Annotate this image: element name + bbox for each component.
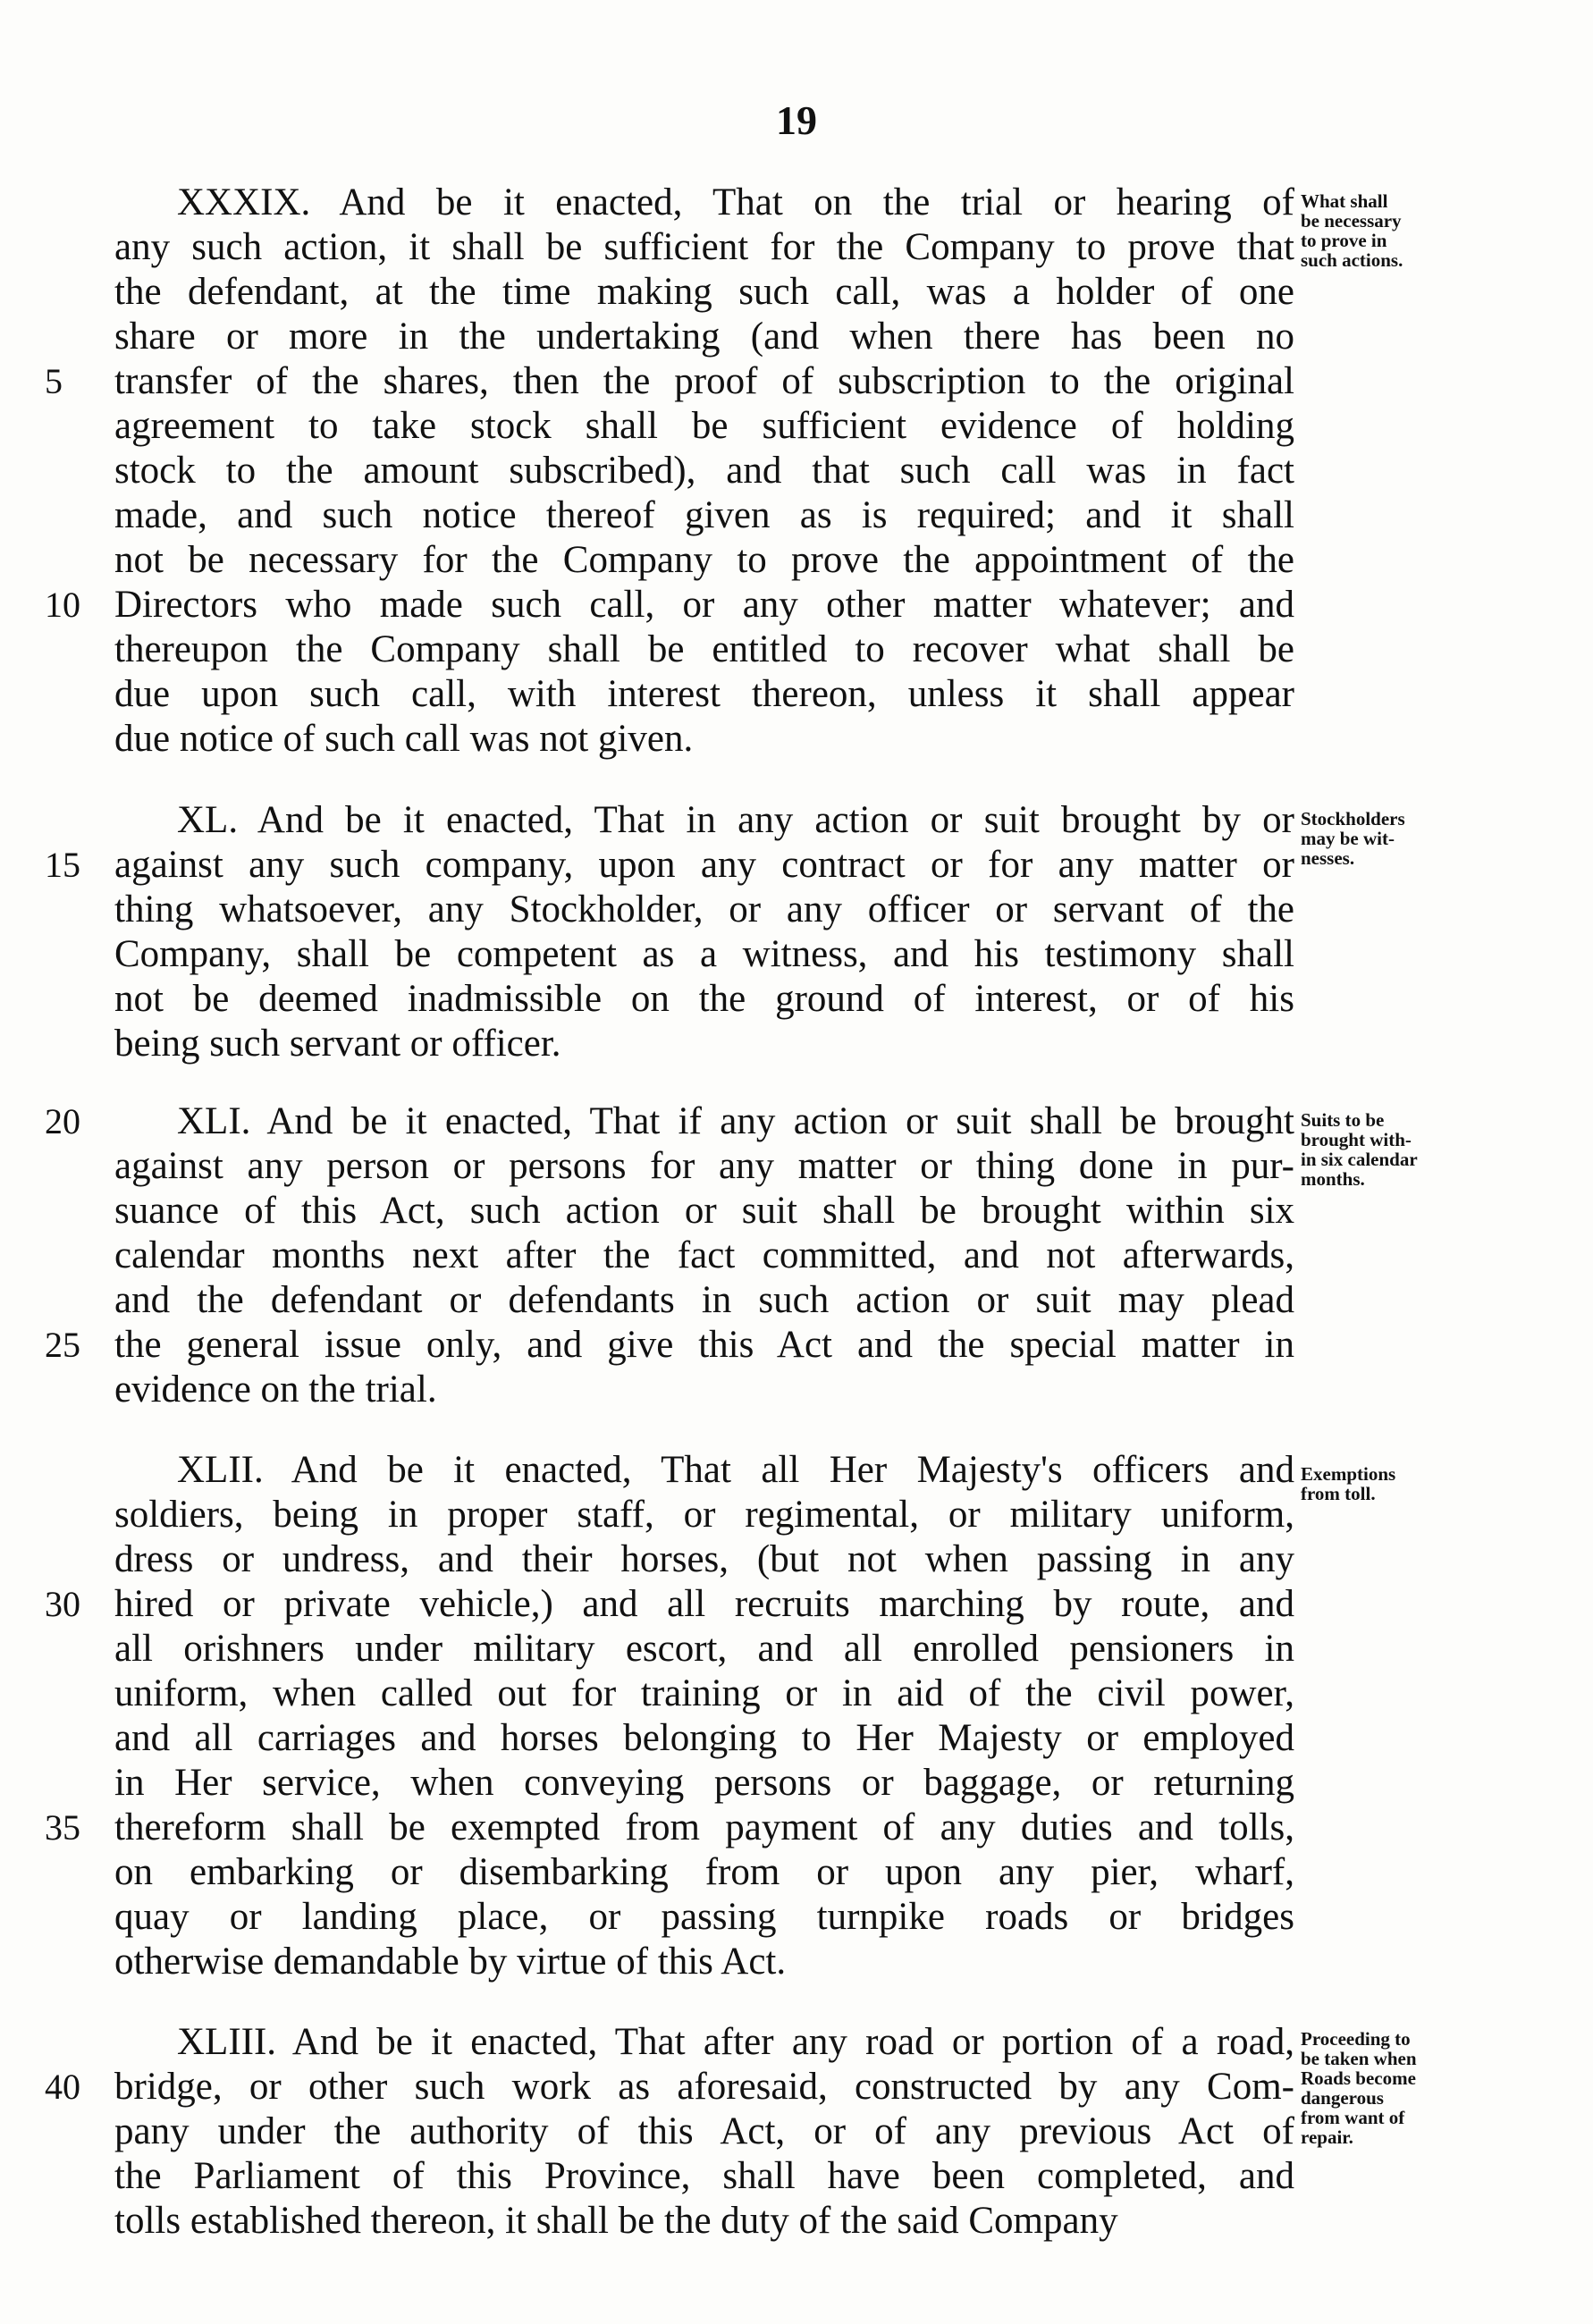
line-number: 15	[45, 845, 80, 885]
text-line: 35 thereform shall be exempted from payment of any duties and tolls,	[45, 1806, 1294, 1848]
text-line: dress or undress, and their horses, (but not when passing in any	[114, 1538, 1294, 1580]
text-line: due upon such call, with interest thereon, unless it shall appear	[114, 673, 1294, 715]
text-line: quay or landing place, or passing turnpike roads or bridges	[114, 1896, 1294, 1938]
text-line: uniform, when called out for training or in aid of the civil power,	[114, 1672, 1294, 1714]
text-line: 20 XLI. And be it enacted, That if any action or suit shall be brought	[45, 1100, 1294, 1142]
line-number: 20	[45, 1101, 80, 1141]
section-xliii	[45, 2020, 1294, 2244]
text-line: 30 hired or private vehicle,) and all recruits marching by route, and	[45, 1583, 1294, 1625]
section-xli	[45, 1099, 1294, 1412]
text-line: agreement to take stock shall be sufficient evidence of holding	[114, 405, 1294, 447]
text-line: 25 the general issue only, and give this Act and the special matter in	[45, 1324, 1294, 1366]
text-line: made, and such notice thereof given as is required; and it shall	[114, 494, 1294, 536]
line-number: 30	[45, 1584, 80, 1624]
text-line: stock to the amount subscribed), and that such call was in fact	[114, 450, 1294, 492]
text-line: and the defendant or defendants in such action or suit may plead	[114, 1279, 1294, 1321]
text-line: XL. And be it enacted, That in any action or suit brought by or	[177, 799, 1294, 841]
text-line: 10 Directors who made such call, or any other matter whatever; and	[45, 584, 1294, 626]
margin-note: Stockholders may be wit- nesses.	[1301, 808, 1405, 869]
text-line: share or more in the undertaking (and when there has been no	[114, 316, 1294, 358]
line-number: 10	[45, 585, 80, 625]
section-xxxix	[45, 181, 1294, 762]
text-line: the defendant, at the time making such call, was a holder of one	[114, 271, 1294, 313]
text-line: XXXIX. And be it enacted, That on the trial or hearing of	[177, 181, 1294, 223]
line-number: 35	[45, 1807, 80, 1848]
text-line: any such action, it shall be sufficient for the Company to prove that	[114, 226, 1294, 268]
margin-note: Exemptions from toll.	[1301, 1463, 1396, 1504]
margin-note: Proceeding to be taken when Roads become dangerous from want of repair.	[1301, 2028, 1417, 2148]
text-line: 5 transfer of the shares, then the proof of subscription to the original	[45, 360, 1294, 402]
text-line: 40 bridge, or other such work as aforesaid, constructed by any Com-	[45, 2066, 1294, 2108]
line-number: 25	[45, 1325, 80, 1365]
text-line: tolls established thereon, it shall be the duty of the said Company	[114, 2200, 1118, 2242]
text-line: XLIII. And be it enacted, That after any road or portion of a road,	[177, 2021, 1294, 2063]
text-line: XLII. And be it enacted, That all Her Majesty's officers and	[177, 1449, 1294, 1491]
text-line: otherwise demandable by virtue of this Act.	[114, 1941, 787, 1983]
section-xlii	[45, 1448, 1294, 1984]
line-number: 40	[45, 2067, 80, 2107]
text-line: being such servant or officer.	[114, 1023, 561, 1065]
text-line: due notice of such call was not given.	[114, 718, 694, 760]
text-line: not be necessary for the Company to prove the appointment of the	[114, 539, 1294, 581]
margin-note: What shall be necessary to prove in such actions.	[1301, 190, 1403, 271]
page-number: 19	[776, 97, 817, 143]
margin-note: Suits to be brought with- in six calendar months.	[1301, 1109, 1418, 1190]
text-line: 15 against any such company, upon any contract or for any matter or	[45, 844, 1294, 886]
text-line: thereupon the Company shall be entitled to recover what shall be	[114, 628, 1294, 670]
text-line: all orishners under military escort, and all enrolled pensioners in	[114, 1628, 1294, 1670]
text-line: not be deemed inadmissible on the ground of interest, or of his	[114, 978, 1294, 1020]
line-number: 5	[45, 361, 63, 401]
text-line: the Parliament of this Province, shall have been completed, and	[114, 2155, 1294, 2197]
text-line: suance of this Act, such action or suit shall be brought within six	[114, 1190, 1294, 1232]
text-line: pany under the authority of this Act, or of any previous Act of	[114, 2110, 1294, 2152]
text-line: on embarking or disembarking from or upon any pier, wharf,	[114, 1851, 1294, 1893]
text-line: Company, shall be competent as a witness, and his testimony shall	[114, 933, 1294, 975]
text-line: evidence on the trial.	[114, 1368, 437, 1410]
text-line: in Her service, when conveying persons or baggage, or returning	[114, 1762, 1294, 1804]
section-xl	[45, 798, 1294, 1066]
text-line: calendar months next after the fact committed, and not afterwards,	[114, 1234, 1294, 1276]
text-line: against any person or persons for any matter or thing done in pur-	[114, 1145, 1294, 1187]
text-line: and all carriages and horses belonging to Her Majesty or employed	[114, 1717, 1294, 1759]
text-line: soldiers, being in proper staff, or regimental, or military uniform,	[114, 1494, 1294, 1536]
text-line: thing whatsoever, any Stockholder, or any officer or servant of the	[114, 888, 1294, 930]
